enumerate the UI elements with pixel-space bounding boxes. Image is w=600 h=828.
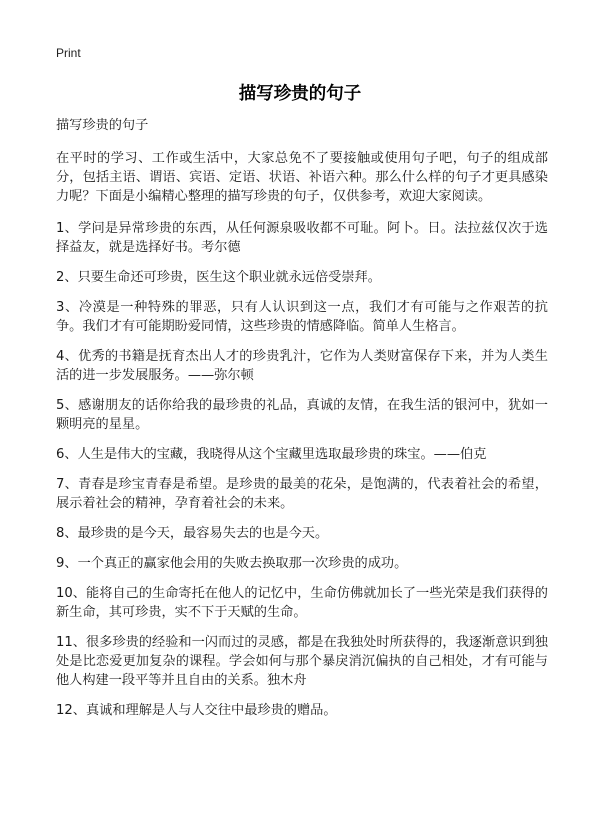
sentence-item-2: 2、只要生命还可珍贵，医生这个职业就永远倍受崇拜。: [56, 270, 381, 285]
sentence-item-5: 5、感谢朋友的话你给我的最珍贵的礼品，真诚的友情，在我生活的银河中，犹如一颗明亮的星星。: [56, 398, 548, 432]
sentence-item-10: 10、能将自己的生命寄托在他人的记忆中，生命仿佛就加长了一些光荣是我们获得的新生命，其可珍贵，实不下于天赋的生命。: [56, 586, 548, 620]
document-body: [56, 116, 548, 731]
print-label: Print: [56, 46, 81, 60]
sentence-item-1: 1、学问是异常珍贵的东西，从任何源泉吸收都不可耻。阿卜。日。法拉兹仅次于选择益友，就是选择好书。考尔德: [56, 221, 548, 255]
sentence-item-11: 11、很多珍贵的经验和一闪而过的灵感，都是在我独处时所获得的，我逐渐意识到独处是比恋爱更加复杂的课程。学会如何与那个暴戾消沉偏执的自己相处，才有可能与他人构建一段平等并且自由的关系。独木舟: [56, 635, 548, 688]
sentence-item-12: 12、真诚和理解是人与人交往中最珍贵的赠品。: [56, 703, 337, 718]
sentence-item-4: 4、优秀的书籍是抚育杰出人才的珍贵乳汁，它作为人类财富保存下来，并为人类生活的进一步发展服务。——弥尔顿: [56, 349, 548, 383]
sentence-item-6: 6、人生是伟大的宝藏，我晓得从这个宝藏里选取最珍贵的珠宝。——伯克: [56, 447, 487, 462]
document-title: 描写珍贵的句子: [238, 84, 362, 104]
sentence-item-3: 3、冷漠是一种特殊的罪恶，只有人认识到这一点，我们才有可能与之作艰苦的抗争。我们才有可能期盼爱同情，这些珍贵的情感降临。简单人生格言。: [56, 300, 548, 334]
sentence-item-7: 7、青春是珍宝青春是希望。是珍贵的最美的花朵，是饱满的，代表着社会的希望，展示着社会的精神，孕育着社会的未来。: [56, 477, 548, 511]
sentence-item-8: 8、最珍贵的是今天，最容易失去的也是今天。: [56, 526, 329, 541]
sentence-item-9: 9、一个真正的赢家他会用的失败去换取那一次珍贵的成功。: [56, 556, 408, 571]
intro-paragraph: 在平时的学习、工作或生活中，大家总免不了要接触或使用句子吧，句子的组成部分，包括主语、谓语、宾语、定语、状语、补语六种。那么什么样的句子才更具感染力呢？下面是小编精心整理的描写珍贵的句子，仅供参考，欢迎大家阅读。: [56, 151, 548, 204]
document-subtitle: 描写珍贵的句子: [56, 118, 149, 133]
